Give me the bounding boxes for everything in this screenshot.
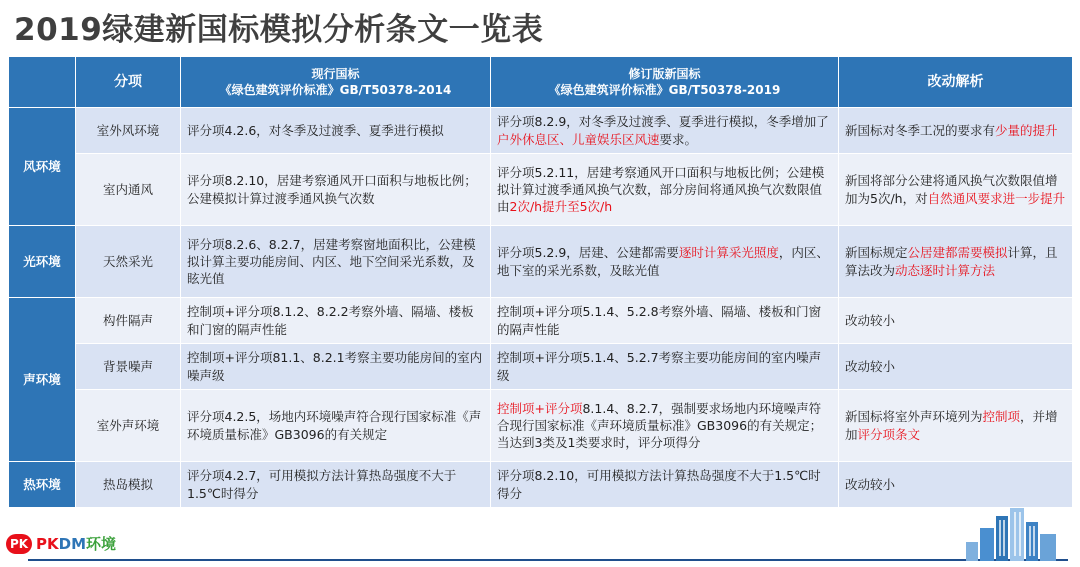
table-row bbox=[9, 344, 1073, 390]
current-clause: 评分项4.2.6，对冬季及过渡季、夏季进行模拟 bbox=[181, 108, 491, 154]
revised-clause: 控制项+评分项5.1.4、5.2.7考察主要功能房间的室内噪声级 bbox=[491, 344, 839, 390]
revised-text-end: 8.1.4、8.2.7，强制要求场地内环境噪声符合现行国家标准《声环境质量标准》GB3096的有关规定；当达到3类及1类要求时，评分项得分 bbox=[497, 400, 823, 451]
row-item: 热岛模拟 bbox=[76, 462, 181, 508]
analysis-text: 新国标对冬季工况的要求有 bbox=[845, 122, 996, 138]
revised-text: 评分项5.2.11，居建考察通风开口面积与地板比例；公建模拟计算过渡季通风换气次数，部分房间将通风换气次数限值由 bbox=[497, 164, 825, 215]
analysis-highlight: 少量的提升 bbox=[995, 122, 1058, 138]
current-clause: 控制项+评分项81.1、8.2.1考察主要功能房间的室内噪声级 bbox=[181, 344, 491, 390]
table-row bbox=[9, 108, 1073, 154]
revised-text: 评分项5.2.9，居建、公建都需要 bbox=[497, 245, 679, 261]
logo-word-env: 环境 bbox=[86, 535, 117, 553]
row-item: 室内通风 bbox=[76, 154, 181, 226]
analysis-highlight: 控制项 bbox=[982, 409, 1021, 425]
revised-highlight: 控制项+评分项 bbox=[497, 400, 583, 416]
header-analysis: 改动解析 bbox=[839, 57, 1073, 108]
category-sound: 声环境 bbox=[9, 298, 76, 462]
revised-highlight: 逐时计算采光照度 bbox=[678, 245, 779, 261]
header-current-standard bbox=[181, 57, 491, 108]
revised-clause bbox=[491, 226, 839, 298]
standards-comparison-table bbox=[8, 56, 1073, 508]
category-light: 光环境 bbox=[9, 226, 76, 298]
logo-word-dm: DM bbox=[58, 535, 87, 553]
city-buildings-icon bbox=[962, 506, 1062, 561]
analysis-text-mid: 计算，且算法改为 bbox=[845, 245, 1058, 278]
analysis-text: 新国标规定 bbox=[845, 245, 908, 261]
analysis-highlight: 公居建都需要模拟 bbox=[907, 245, 1008, 261]
row-item: 背景噪声 bbox=[76, 344, 181, 390]
table-row bbox=[9, 154, 1073, 226]
header-revised-standard bbox=[491, 57, 839, 108]
row-item: 室外风环境 bbox=[76, 108, 181, 154]
analysis-text: 新国标将室外声环境列为 bbox=[845, 409, 983, 425]
logo-word-pk: PK bbox=[36, 535, 59, 553]
revised-highlight: 2次/h提升至5次/h bbox=[509, 199, 613, 215]
revised-clause bbox=[491, 390, 839, 462]
current-clause: 控制项+评分项8.1.2、8.2.2考察外墙、隔墙、楼板和门窗的隔声性能 bbox=[181, 298, 491, 344]
table-row bbox=[9, 298, 1073, 344]
analysis bbox=[839, 108, 1073, 154]
analysis-text: 新国将部分公建将通风换气次数限值增加为5次/h，对 bbox=[845, 173, 1058, 206]
revised-clause: 控制项+评分项5.1.4、5.2.8考察外墙、隔墙、楼板和门窗的隔声性能 bbox=[491, 298, 839, 344]
logo-mark: PK bbox=[6, 534, 32, 554]
revised-clause bbox=[491, 108, 839, 154]
table-row bbox=[9, 390, 1073, 462]
analysis bbox=[839, 226, 1073, 298]
table-row bbox=[9, 226, 1073, 298]
header-item: 分项 bbox=[76, 57, 181, 108]
current-clause: 评分项8.2.6、8.2.7，居建考察窗地面积比，公建模拟计算主要功能房间、内区、地下空间采光系数，及眩光值 bbox=[181, 226, 491, 298]
revised-text: 评分项8.2.9，对冬季及过渡季、夏季进行模拟，冬季增加了 bbox=[497, 114, 829, 130]
logo-wordmark bbox=[36, 533, 116, 554]
revised-clause: 评分项8.2.10，可用模拟方法计算热岛强度不大于1.5℃时得分 bbox=[491, 462, 839, 508]
table-header-row bbox=[9, 57, 1073, 108]
row-item: 天然采光 bbox=[76, 226, 181, 298]
current-clause: 评分项4.2.5，场地内环境噪声符合现行国家标准《声环境质量标准》GB3096的有关规定 bbox=[181, 390, 491, 462]
revised-text-end: 要求。 bbox=[659, 131, 698, 147]
company-logo bbox=[6, 531, 146, 557]
page-title: 2019绿建新国标模拟分析条文一览表 bbox=[14, 12, 544, 48]
revised-highlight: 户外休息区、儿童娱乐区风速 bbox=[497, 131, 660, 147]
analysis-highlight-2: 评分项条文 bbox=[857, 426, 921, 442]
analysis: 改动较小 bbox=[839, 462, 1073, 508]
header-revised-line1: 修订版新国标 bbox=[628, 66, 701, 81]
row-item: 构件隔声 bbox=[76, 298, 181, 344]
analysis bbox=[839, 390, 1073, 462]
header-current-line2: 《绿色建筑评价标准》GB/T50378-2014 bbox=[219, 83, 452, 97]
category-heat: 热环境 bbox=[9, 462, 76, 508]
footer-divider bbox=[28, 559, 1068, 561]
revised-clause bbox=[491, 154, 839, 226]
analysis-highlight-2: 动态逐时计算方法 bbox=[895, 262, 996, 278]
header-corner bbox=[9, 57, 76, 108]
analysis: 改动较小 bbox=[839, 344, 1073, 390]
analysis: 改动较小 bbox=[839, 298, 1073, 344]
header-revised-line2: 《绿色建筑评价标准》GB/T50378-2019 bbox=[548, 83, 781, 97]
current-clause: 评分项4.2.7，可用模拟方法计算热岛强度不大于1.5℃时得分 bbox=[181, 462, 491, 508]
analysis bbox=[839, 154, 1073, 226]
analysis-text-mid: ，并增加 bbox=[845, 409, 1058, 442]
revised-text-end: ，内区、地下室的采光系数，及眩光值 bbox=[497, 245, 829, 278]
header-current-line1: 现行国标 bbox=[311, 66, 360, 81]
category-wind: 风环境 bbox=[9, 108, 76, 226]
analysis-highlight: 自然通风要求进一步提升 bbox=[927, 190, 1066, 206]
table-row bbox=[9, 462, 1073, 508]
current-clause: 评分项8.2.10，居建考察通风开口面积与地板比例；公建模拟计算过渡季通风换气次数 bbox=[181, 154, 491, 226]
row-item: 室外声环境 bbox=[76, 390, 181, 462]
